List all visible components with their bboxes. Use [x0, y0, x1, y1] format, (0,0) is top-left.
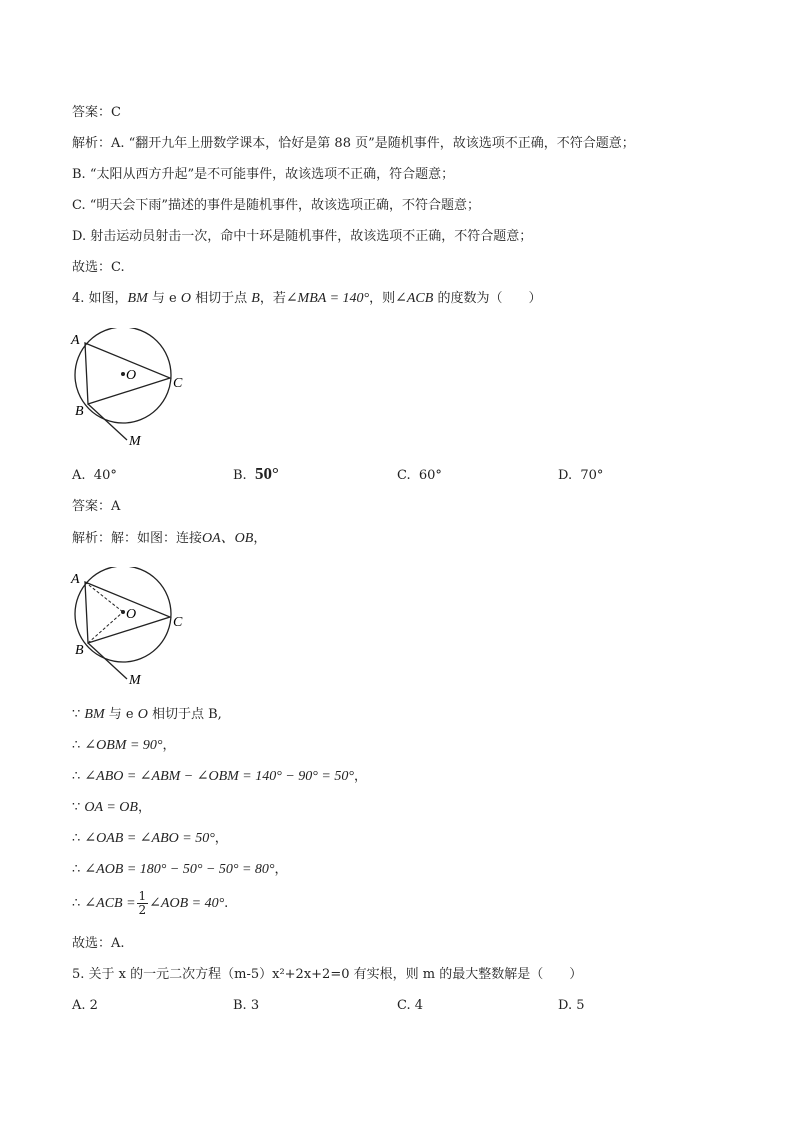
- q4-stem-mid1: 与 e: [147, 291, 181, 306]
- circle-o-2: [75, 567, 171, 662]
- segment-ob: [88, 612, 123, 643]
- q4-step-4-prefix: ∵: [72, 800, 85, 815]
- fraction-numerator: 1: [138, 889, 147, 903]
- label-c-2: C: [173, 615, 183, 630]
- q5-option-b-value: 3: [250, 998, 260, 1013]
- label-m-2: M: [129, 673, 141, 687]
- q4-analysis-intro-end: ，: [253, 531, 267, 546]
- q4-option-b-value: 50°: [254, 464, 279, 483]
- q5-option-a: [72, 997, 98, 1015]
- q4-step-1-text2: 相切于点 B,: [147, 707, 222, 722]
- q4-step-1-math: BM: [84, 707, 105, 722]
- q4-step-7-right: ∠AOB = 40°: [149, 896, 225, 911]
- q4-analysis-intro-math: OA、OB: [202, 531, 254, 546]
- label-b: B: [75, 404, 84, 419]
- q4-option-a-value: 40°: [93, 468, 117, 483]
- q4-stem-b: B: [251, 291, 260, 306]
- q3-analysis-d: D. 射击运动员射击一次，命中十环是随机事件，故该选项不正确，不符合题意；: [72, 229, 533, 244]
- q5-option-d: [558, 997, 585, 1015]
- q5-option-c: [397, 997, 423, 1015]
- q4-step-2: [72, 737, 176, 755]
- q5-option-a-value: 2: [89, 998, 98, 1013]
- q4-stem-mid3: ，若: [259, 291, 286, 306]
- q4-step-2-text: ，: [162, 738, 176, 753]
- q4-step-3: [72, 768, 367, 786]
- q4-step-6: [72, 861, 288, 879]
- fraction-one-half: [137, 890, 149, 917]
- label-a: A: [71, 333, 80, 348]
- q4-step-7-left: ∠ACB =: [84, 896, 136, 911]
- q3-analysis-b: B. “太阳从西方升起”是不可能事件，故该选项不正确，符合题意；: [72, 167, 455, 182]
- q4-step-2-math: ∠OBM = 90°: [84, 738, 163, 753]
- q4-analysis-intro: [72, 530, 266, 548]
- q4-step-4: [72, 799, 151, 817]
- q4-option-b: [233, 465, 279, 485]
- q4-option-c: [397, 467, 442, 485]
- q4-step-5: [72, 830, 228, 848]
- q4-stem-angle: ∠MBA = 140°: [285, 291, 370, 306]
- q3-analysis-a: 解析：A. “翻开九年上册数学课本，恰好是第 88 页”是随机事件，故该选项不正确，不符合题意；: [72, 136, 635, 151]
- q3-answer: 答案：C: [72, 105, 121, 120]
- q4-analysis-intro-text: 解析：解：如图：连接: [72, 531, 203, 546]
- center-dot: [121, 372, 125, 376]
- q4-step-3-prefix: ∴: [72, 769, 85, 784]
- q4-step-1: [72, 706, 222, 724]
- q4-step-1-prefix: ∵: [72, 707, 85, 722]
- fraction-denominator: 2: [138, 903, 147, 917]
- q5-option-d-label: D.: [558, 998, 573, 1013]
- q4-figure: [66, 328, 196, 448]
- q4-stem-bm: BM: [127, 291, 148, 306]
- q4-option-d: [558, 467, 603, 485]
- q4-step-5-text: ，: [214, 831, 228, 846]
- label-c: C: [173, 376, 183, 391]
- q5-option-b: [233, 997, 259, 1015]
- q5-option-d-value: 5: [576, 998, 585, 1013]
- center-dot-2: [121, 610, 125, 614]
- q4-analysis-figure: [66, 567, 196, 687]
- tangent-bm-2: [88, 643, 127, 679]
- q4-answer: 答案：A: [72, 499, 121, 514]
- q5-option-c-label: C.: [397, 998, 411, 1013]
- q4-step-6-text: ，: [274, 862, 288, 877]
- q4-stem-mid4: ，则: [369, 291, 396, 306]
- q4-step-5-prefix: ∴: [72, 831, 85, 846]
- segment-oa: [85, 582, 123, 612]
- q4-step-2-prefix: ∴: [72, 738, 85, 753]
- q4-option-a-label: A.: [72, 468, 86, 483]
- q4-step-1-text: 与 e: [104, 707, 138, 722]
- tangent-bm: [88, 404, 127, 440]
- q4-step-3-text: ，: [353, 769, 367, 784]
- q4-step-5-math: ∠OAB = ∠ABO = 50°: [84, 831, 215, 846]
- q4-step-3-math: ∠ABO = ∠ABM − ∠OBM = 140° − 90° = 50°: [84, 769, 354, 784]
- q3-conclusion: 故选：C.: [72, 260, 125, 275]
- q4-option-c-value: 60°: [418, 468, 442, 483]
- q4-step-7-prefix: ∴: [72, 896, 85, 911]
- q4-stem-prefix: 4. 如图，: [72, 291, 128, 306]
- q4-stem-o: O: [180, 291, 191, 306]
- q4-step-6-prefix: ∴: [72, 862, 85, 877]
- q5-option-a-label: A.: [72, 998, 86, 1013]
- q4-step-4-text: ，: [137, 800, 151, 815]
- q5-option-c-value: 4: [414, 998, 424, 1013]
- q4-stem-acb: ∠ACB: [395, 291, 434, 306]
- q4-step-7-end: .: [224, 896, 229, 911]
- label-b-2: B: [75, 643, 84, 658]
- q4-option-c-label: C.: [397, 468, 411, 483]
- q5-option-b-label: B.: [233, 998, 247, 1013]
- q4-stem: [72, 290, 541, 308]
- q3-analysis-c: C. “明天会下雨”描述的事件是随机事件，故该选项正确，不符合题意；: [72, 198, 481, 213]
- label-m: M: [129, 434, 141, 448]
- q4-option-d-label: D.: [558, 468, 573, 483]
- q4-option-a: [72, 467, 117, 485]
- q4-step-4-math: OA = OB: [84, 800, 138, 815]
- q4-option-b-label: B.: [233, 468, 247, 483]
- q4-stem-suffix: 的度数为（ ）: [433, 291, 542, 306]
- q4-step-6-math: ∠AOB = 180° − 50° − 50° = 80°: [84, 862, 275, 877]
- q4-step-7: [72, 889, 228, 919]
- q4-stem-mid2: 相切于点: [190, 291, 252, 306]
- label-o-2: O: [126, 607, 137, 622]
- q4-option-d-value: 70°: [580, 468, 604, 483]
- q4-step-1-math2: O: [137, 707, 148, 722]
- q5-stem: 5. 关于 x 的一元二次方程（m-5）x²+2x+2=0 有实根，则 m 的最大整数解是（ ）: [72, 967, 583, 982]
- label-o: O: [126, 368, 137, 383]
- label-a-2: A: [71, 572, 80, 587]
- q4-conclusion: 故选：A.: [72, 936, 125, 951]
